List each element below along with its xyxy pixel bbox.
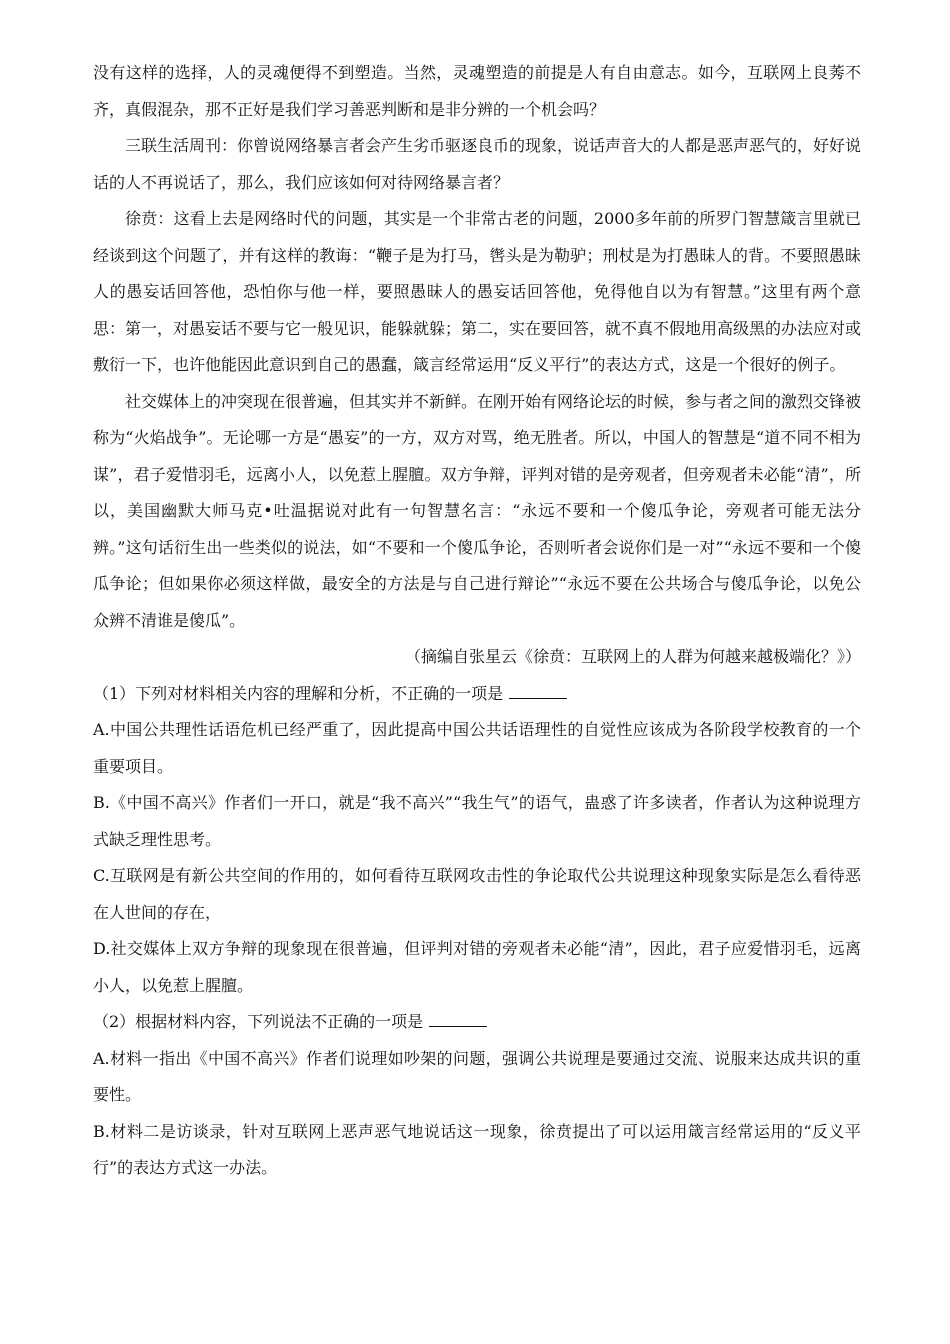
question-2-stem (93, 1004, 861, 1041)
question-1-option-d[interactable]: D.社交媒体上双方争辩的现象现在很普遍，但评判对错的旁观者未必能“清”，因此，君子应爱惜羽毛，远离小人，以免惹上腥膻。 (93, 939, 861, 995)
question-1-option-c[interactable]: C.互联网是有新公共空间的作用的，如何看待互联网攻击性的争论取代公共说理这种现象实际是怎么看待恶在人世间的存在， (93, 866, 861, 922)
question-1-option-a[interactable]: A.中国公共理性话语危机已经严重了，因此提高中国公共话语理性的自觉性应该成为各阶段学校教育的一个重要项目。 (93, 720, 861, 776)
question-1-text: （1）下列对材料相关内容的理解和分析，不正确的一项是 (93, 683, 504, 703)
continuation-paragraph: 没有这样的选择，人的灵魂便得不到塑造。当然，灵魂塑造的前提是人有自由意志。如今，互联网上良莠不齐，真假混杂，那不正好是我们学习善恶判断和是非分辨的一个机会吗？ (93, 63, 861, 119)
question-2-option-b[interactable]: B.材料二是访谈录，针对互联网上恶声恶气地说话这一现象，徐贲提出了可以运用箴言经常运用的“反义平行”的表达方式这一办法。 (93, 1121, 861, 1177)
question-2-text: （2）根据材料内容，下列说法不正确的一项是 (93, 1012, 424, 1031)
answer-paragraph-1: 徐贲：这看上去是网络时代的问题，其实是一个非常古老的问题，2000多年前的所罗门智慧箴言里就已经谈到这个问题了，并有这样的教诲：“鞭子是为打马，辔头是为勒驴；刑杖是为打愚昧人的背。不要照愚昧人的愚妄话回答他，恐怕你与他一样，要照愚昧人的愚妄话回答他，免得他自以为有智慧。”这里有两个意思：第一，对愚妄话不要与它一般见识，能躲就躲；第二，实在要回答，就不真不假地用高级黑的办法应对或敷衍一下，也许他能因此意识到自己的愚蠢，箴言经常运用“反义平行”的表达方式，这是一个很好的例子。 (93, 209, 862, 374)
source-citation: （摘编自张星云《徐贲：互联网上的人群为何越来越极端化？》） (404, 647, 861, 666)
question-1-option-b[interactable]: B.《中国不高兴》作者们一开口，就是“我不高兴”“我生气”的语气，蛊惑了许多读者，作者认为这种说理方式缺乏理性思考。 (93, 793, 861, 849)
answer-paragraph-2: 社交媒体上的冲突现在很普遍，但其实并不新鲜。在刚开始有网络论坛的时候，参与者之间的激烈交锋被称为“火焰战争”。无论哪一方是“愚妄”的一方，双方对骂，绝无胜者。所以，中国人的智慧是“道不同不相为谋”，君子爱惜羽毛，远离小人，以免惹上腥膻。双方争辩，评判对错的是旁观者，但旁观者未必能“清”，所以，美国幽默大师马克•吐温据说对此有一句智慧名言：“永远不要和一个傻瓜争论，旁观者可能无法分辨。”这句话衍生出一些类似的说法，如“不要和一个傻瓜争论，否则听者会说你们是一对”“永远不要和一个傻瓜争论；但如果你必须这样做，最安全的方法是与自己进行辩论”“永远不要在公共场合与傻瓜争论，以免公众辨不清谁是傻瓜”。 (93, 391, 862, 630)
question-1-stem (93, 676, 861, 713)
answer-blank-1[interactable] (509, 684, 567, 699)
interview-question-paragraph: 三联生活周刊：你曾说网络暴言者会产生劣币驱逐良币的现象，说话声音大的人都是恶声恶气的，好好说话的人不再说话了，那么，我们应该如何对待网络暴言者？ (93, 136, 862, 192)
question-2-option-a[interactable]: A.材料一指出《中国不高兴》作者们说理如吵架的问题，强调公共说理是要通过交流、说服来达成共识的重要性。 (93, 1048, 861, 1104)
document-page (93, 55, 861, 1187)
answer-blank-2[interactable] (429, 1012, 487, 1027)
